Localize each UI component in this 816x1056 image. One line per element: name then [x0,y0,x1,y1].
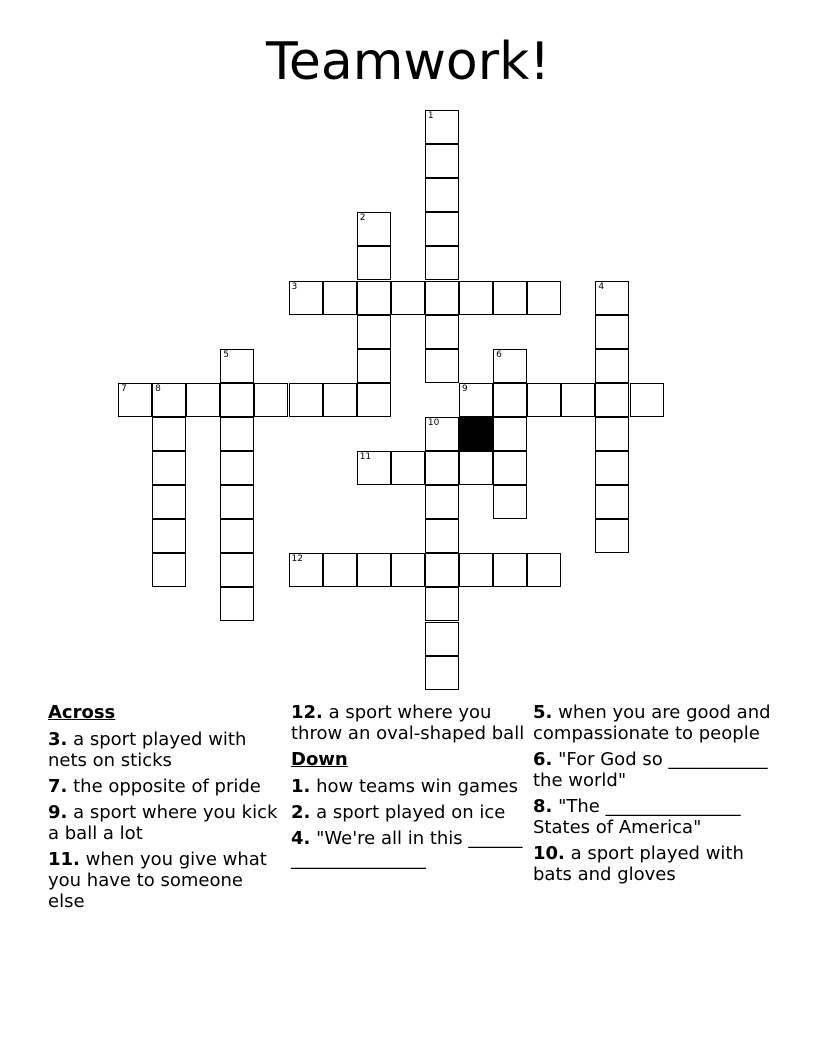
across-heading: Across [48,702,116,723]
grid-cell[interactable] [493,553,527,587]
down-heading: Down [291,749,348,770]
grid-cell[interactable] [323,553,357,587]
clue-text: a sport played with nets on sticks [48,729,247,771]
clue-text: "We're all in this _____________________ [291,828,523,870]
clue-number: 8. [533,796,553,817]
clue-text: "The _______________ States of America" [533,796,741,838]
grid-cell[interactable] [630,383,664,417]
cell-number: 2 [359,213,366,224]
clue-across-7 [48,776,278,797]
puzzle-title: Teamwork! [265,32,551,92]
grid-cell[interactable] [323,281,357,315]
clue-text: a sport where you throw an oval-shaped ball [291,702,525,744]
grid-cell[interactable] [425,622,459,656]
clue-text: a sport where you kick a ball a lot [48,802,278,844]
grid-cell[interactable] [595,349,629,383]
grid-cell[interactable] [118,383,152,417]
grid-cell[interactable] [459,451,493,485]
grid-cell[interactable] [425,587,459,621]
clue-number: 11. [48,849,80,870]
clue-number: 9. [48,802,68,823]
grid-cell[interactable] [289,553,323,587]
clue-down-6 [533,749,773,791]
grid-cell[interactable] [459,383,493,417]
grid-cell[interactable] [527,281,561,315]
grid-cell[interactable] [425,110,459,144]
grid-cell[interactable] [220,417,254,451]
clue-text: a sport played on ice [316,802,506,823]
grid-cell[interactable] [357,246,391,280]
grid-cell[interactable] [391,553,425,587]
grid-cell[interactable] [357,383,391,417]
clue-number: 5. [533,702,553,723]
grid-cell[interactable] [425,519,459,553]
grid-cell[interactable] [527,553,561,587]
grid-cell[interactable] [595,451,629,485]
grid-cell[interactable] [493,451,527,485]
grid-cell[interactable] [391,281,425,315]
clue-number: 10. [533,843,565,864]
grid-cell[interactable] [425,553,459,587]
grid-cell[interactable] [425,212,459,246]
grid-cell[interactable] [425,144,459,178]
clue-across-12 [291,702,527,744]
grid-cell[interactable] [459,281,493,315]
grid-cell[interactable] [425,451,459,485]
grid-cell[interactable] [152,417,186,451]
grid-cell[interactable] [357,315,391,349]
clue-number: 3. [48,729,68,750]
clue-down-1 [291,776,527,797]
clue-down-4 [291,828,527,870]
grid-cell[interactable] [152,451,186,485]
grid-cell[interactable] [527,383,561,417]
grid-cell[interactable] [152,519,186,553]
clue-text: the opposite of pride [73,776,261,797]
grid-cell[interactable] [425,656,459,690]
grid-cell[interactable] [220,349,254,383]
clues-column-1 [48,702,278,917]
clue-across-11 [48,849,278,912]
grid-cell[interactable] [357,451,391,485]
clue-down-10 [533,843,773,885]
grid-cell[interactable] [254,383,288,417]
clues-column-2 [291,702,527,875]
clue-number: 1. [291,776,311,797]
clue-across-9 [48,802,278,844]
clue-down-2 [291,802,527,823]
grid-cell[interactable] [493,417,527,451]
grid-cell[interactable] [289,383,323,417]
grid-cell[interactable] [459,553,493,587]
cell-number: 7 [121,383,127,394]
clue-down-5 [533,702,773,744]
clue-text: "For God so ___________ the world" [533,749,768,791]
grid-cell[interactable] [561,383,595,417]
grid-cell[interactable] [425,417,459,451]
grid-cell[interactable] [152,485,186,519]
cell-number: 10 [427,417,440,428]
cell-number: 1 [427,111,434,121]
grid-cell[interactable] [595,417,629,451]
grid-cell[interactable] [357,281,391,315]
clue-across-3 [48,729,278,771]
grid-cell[interactable] [595,519,629,553]
grid-cell[interactable] [220,519,254,553]
cell-number: 5 [223,349,230,360]
clues-column-3 [533,702,773,890]
black-cell [459,417,493,451]
grid-cell[interactable] [220,383,254,417]
cell-number: 4 [598,281,605,292]
clue-number: 6. [533,749,553,770]
grid-cell[interactable] [595,383,629,417]
grid-cell[interactable] [425,349,459,383]
grid-cell[interactable] [493,349,527,383]
clue-text: when you give what you have to someone else [48,849,267,912]
grid-cell[interactable] [493,485,527,519]
grid-cell[interactable] [425,485,459,519]
clue-number: 12. [291,702,323,723]
grid-cell[interactable] [357,553,391,587]
cell-number: 9 [462,383,468,394]
cell-number: 8 [155,383,161,394]
clue-number: 4. [291,828,311,849]
clue-number: 2. [291,802,311,823]
grid-cell[interactable] [391,451,425,485]
grid-cell[interactable] [425,281,459,315]
clue-text: a sport played with bats and gloves [533,843,744,885]
grid-cell[interactable] [220,485,254,519]
grid-cell[interactable] [493,383,527,417]
clue-text: how teams win games [316,776,519,797]
grid-cell[interactable] [152,383,186,417]
grid-cell[interactable] [220,553,254,587]
grid-cell[interactable] [357,212,391,246]
grid-cell[interactable] [186,383,220,417]
grid-cell[interactable] [357,349,391,383]
cell-number: 3 [291,281,298,292]
grid-cell[interactable] [152,553,186,587]
cell-number: 11 [359,452,372,462]
grid-cell[interactable] [595,315,629,349]
grid-cell[interactable] [323,383,357,417]
grid-cell[interactable] [425,178,459,212]
cell-number: 6 [496,349,502,360]
grid-cell[interactable] [493,281,527,315]
grid-cell[interactable] [595,281,629,315]
grid-cell[interactable] [595,485,629,519]
clue-down-8 [533,796,773,838]
grid-cell[interactable] [220,587,254,621]
grid-cell[interactable] [220,451,254,485]
cell-number: 12 [291,554,303,565]
grid-cell[interactable] [289,281,323,315]
grid-cell[interactable] [425,315,459,349]
clue-text: when you are good and compassionate to people [533,702,771,744]
grid-cell[interactable] [425,246,459,280]
clue-number: 7. [48,776,68,797]
